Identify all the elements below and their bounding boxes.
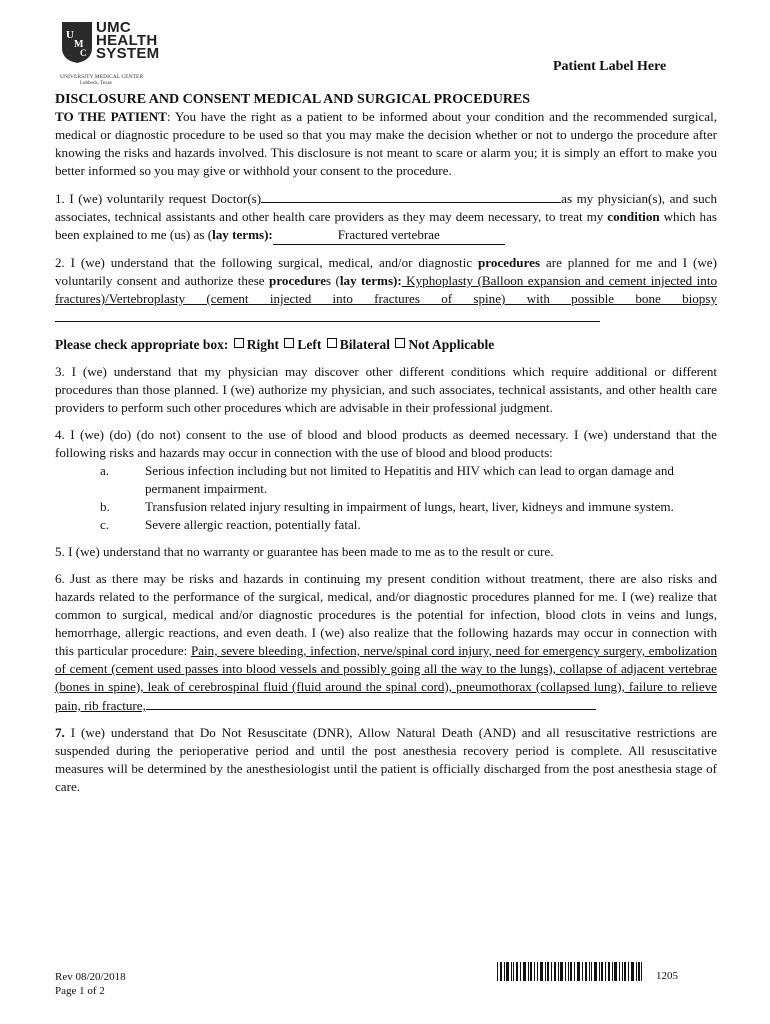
section-7-dnr — [55, 724, 717, 796]
intro-lead: TO THE PATIENT — [55, 109, 167, 124]
footer-revision — [55, 970, 126, 998]
list-item-text: Transfusion related injury resulting in impairment of lungs, heart, liver, kidneys and immune system. — [145, 499, 674, 514]
list-item — [55, 498, 717, 516]
list-item — [55, 462, 717, 498]
form-number: 1205 — [656, 970, 678, 982]
checkbox-bilateral-label: Bilateral — [339, 337, 390, 352]
laterality-checkboxes — [55, 336, 717, 354]
laterality-label: Please check appropriate box: — [55, 337, 229, 352]
checkbox-left[interactable] — [284, 338, 294, 348]
physician-name-field[interactable] — [261, 189, 561, 203]
logo-city: Lubbock, Texas — [80, 81, 112, 86]
umc-health-system-logo — [56, 18, 186, 88]
umc-shield-icon — [60, 20, 94, 64]
lay-terms-label-2: lay terms): — [339, 273, 402, 288]
section-1-text-c: which has been explained to me (us) as ( — [55, 209, 717, 242]
logo-line-3: SYSTEM — [96, 45, 160, 62]
section-2-text-c: s ( — [326, 273, 340, 288]
section-2-text-b: are planned for me and I (we) voluntarily consent and authorize these — [55, 255, 717, 288]
intro-paragraph — [55, 108, 717, 180]
checkbox-not-applicable-label: Not Applicable — [408, 337, 495, 352]
procedure-field[interactable]: Kyphoplasty (Balloon expansion and cement injected into fractures)/Vertebroplasty (cement injected into fractures of spine) with possible bone biopsy — [55, 273, 718, 306]
intro-text: : You have the right as a patient to be informed about your condition and the recommended surgical, medical or diagnostic procedure to be used so that you may make the decision whether or not to undergo the procedure after knowing the risks and hazards involved. This disclosure is not meant to scare or alarm you; it is simply an effort to make you better informed so you may give or withhold your consent to the procedure. — [55, 109, 717, 178]
hazards-field-underline — [146, 696, 596, 710]
list-item-text: Serious infection including but not limited to Hepatitis and HIV which can lead to organ damage and permanent impairment. — [145, 463, 674, 496]
checkbox-bilateral[interactable] — [327, 338, 337, 348]
section-3-other-procedures: 3. I (we) understand that my physician may discover other different conditions which require additional or different procedures than those planned. I (we) authorize my physician, and such associates, technical assistants, and other health care providers to perform such other procedures which are advisable in their professional judgment. — [55, 364, 717, 415]
section-6-text: 6. Just as there may be risks and hazards in continuing my present condition without treatment, there are also risks and hazards related to the performance of the surgical, medical, and/or diagnostic procedures planned for me. I (we) realize that common to surgical, medical and/or diagnostic procedures is the potential for infection, blood clots in veins and lungs, hemorrhage, allergic reactions, and even death. I (we) also realize that the following hazards may occur in connection with this particular procedure: — [55, 571, 717, 658]
logo-wordmark — [96, 21, 159, 60]
patient-label-placeholder: Patient Label Here — [553, 59, 667, 74]
procedure-field-underline — [55, 308, 600, 322]
procedure-hazards-field[interactable]: Pain, severe bleeding, infection, nerve/spinal cord injury, need for emergency surgery, embolization of cement (cement used passes into blood vessels and possibly going all the way to the lungs), collapse of adjacent vertebrae (bones in spine), leak of cerebrospinal fluid (fluid around the spinal cord), pneumothorax (collapsed lung), failure to relieve pain, rib fracture, — [55, 643, 717, 713]
section-1-text-b: as my physician(s), and such associates, technical assistants and other health care providers as they may deem necessary, to treat my — [55, 191, 717, 224]
checkbox-left-label: Left — [297, 337, 322, 352]
svg-text:C: C — [80, 48, 87, 58]
lay-terms-label-1: lay terms): — [212, 227, 273, 242]
svg-text:U: U — [66, 29, 74, 41]
list-marker: b. — [100, 499, 110, 514]
checkbox-not-applicable[interactable] — [395, 338, 405, 348]
page-number: Page 1 of 2 — [55, 985, 105, 997]
condition-field[interactable]: Fractured vertebrae — [273, 226, 505, 245]
checkbox-right-label: Right — [246, 337, 279, 352]
section-5-no-warranty: 5. I (we) understand that no warranty or guarantee has been made to me as to the result or cure. — [55, 544, 554, 559]
section-2-text-a: 2. I (we) understand that the following surgical, medical, and/or diagnostic — [55, 255, 478, 270]
list-marker: a. — [100, 463, 110, 478]
revision-date: Rev 08/20/2018 — [55, 971, 126, 983]
procedures-word: procedures — [478, 255, 541, 270]
svg-text:M: M — [74, 39, 84, 50]
section-2-procedures — [55, 254, 717, 327]
logo-line-1: UMC — [96, 19, 132, 36]
list-item — [55, 516, 717, 534]
logo-subtitle: UNIVERSITY MEDICAL CENTER — [60, 74, 144, 80]
list-item-text: Severe allergic reaction, potentially fatal. — [145, 517, 361, 532]
logo-line-2: HEALTH — [96, 32, 158, 49]
section-1-request-physician — [55, 189, 717, 245]
condition-word: condition — [607, 209, 660, 224]
document-title: DISCLOSURE AND CONSENT MEDICAL AND SURGICAL PROCEDURES — [55, 92, 531, 107]
section-6-risks-hazards — [55, 570, 717, 715]
section-7-number: 7. — [55, 725, 65, 740]
section-1-text-a: 1. I (we) voluntarily request Doctor(s) — [55, 191, 262, 206]
checkbox-right[interactable] — [234, 338, 244, 348]
form-body — [55, 91, 717, 796]
section-7-text: I (we) understand that Do Not Resuscitate (DNR), Allow Natural Death (AND) and all resuscitative restrictions are suspended during the perioperative period and until the post anesthesia recovery period is complete. All resuscitative measures will be determined by the anesthesiologist until the patient is officially discharged from the post anesthesia stage of care. — [55, 725, 717, 794]
barcode-icon — [497, 962, 642, 981]
section-4-blood-products: 4. I (we) (do) (do not) consent to the use of blood and blood products as deemed necessary. I (we) understand that the following risks and hazards may occur in connection with the use of blood and blood products: — [55, 427, 717, 460]
procedure-word: procedure — [269, 273, 327, 288]
list-marker: c. — [100, 517, 110, 532]
blood-risk-list — [55, 462, 717, 534]
